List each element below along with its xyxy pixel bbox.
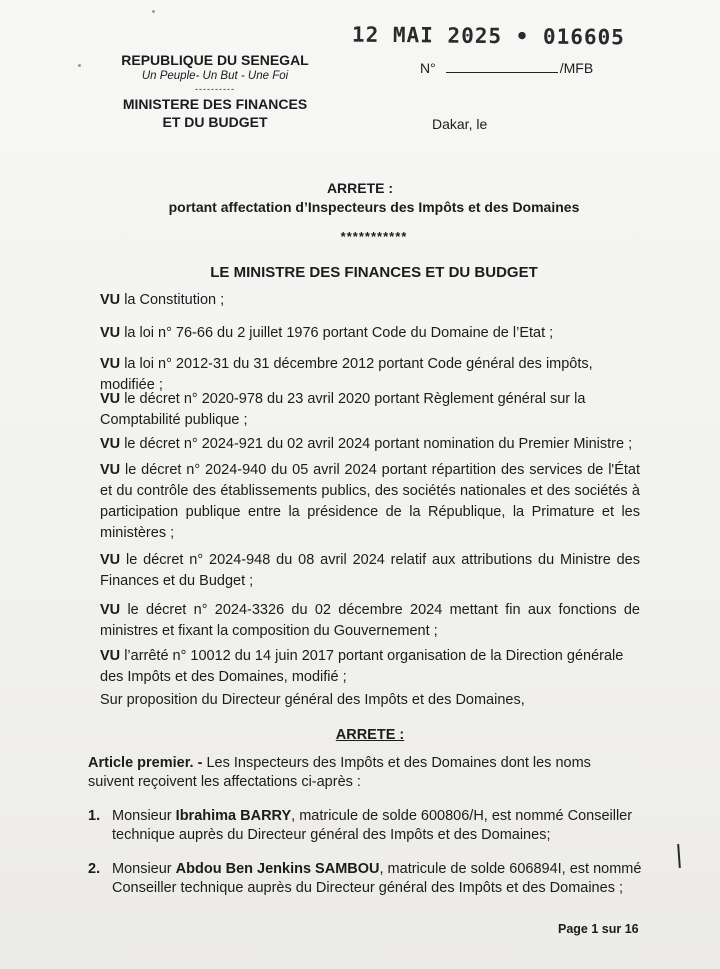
- officer-name: Abdou Ben Jenkins SAMBOU: [175, 861, 380, 877]
- visa-prefix: VU: [100, 552, 121, 568]
- ministry-name-line2: ET DU BUDGET: [162, 114, 268, 130]
- national-motto: Un Peuple- Un But - Une Foi: [141, 70, 289, 82]
- visa-prefix: VU: [100, 462, 121, 478]
- issuing-authority: LE MINISTRE DES FINANCES ET DU BUDGET: [210, 264, 538, 281]
- operative-heading: ARRETE :: [335, 727, 405, 743]
- item-prefix: Monsieur: [112, 808, 176, 824]
- reference-blank: [446, 72, 558, 73]
- article-label: Article premier. -: [88, 755, 203, 771]
- visa-8: [100, 646, 640, 688]
- visa-prefix: VU: [100, 292, 121, 308]
- visa-text: le décret n° 2020-978 du 23 avril 2020 portant Règlement général sur la Comptabilité publique ;: [100, 391, 586, 428]
- place-date: Dakar, le: [432, 116, 488, 132]
- article-text: Les Inspecteurs des Impôts et des Domaines dont les noms suivent reçoivent les affectations ci-après :: [88, 755, 591, 790]
- article-premier: [88, 754, 640, 792]
- visa-1: [100, 323, 640, 344]
- visa-7: [100, 600, 640, 642]
- letterhead: [100, 52, 330, 131]
- scan-speck: [152, 10, 155, 13]
- visa-3: [100, 389, 640, 431]
- item-details: , matricule de solde 600806/H, est nommé Conseiller technique auprès du Directeur général des Impôts et des Domaines;: [112, 808, 633, 843]
- pen-mark: [677, 844, 681, 868]
- republic-name: REPUBLIQUE DU SENEGAL: [121, 52, 309, 68]
- officer-name: Ibrahima BARRY: [175, 808, 292, 824]
- reference-suffix: /MFB: [559, 60, 594, 76]
- ministry-name-line1: MINISTERE DES FINANCES: [122, 96, 308, 112]
- assignment-item: [88, 807, 648, 845]
- reference-prefix: N°: [420, 60, 436, 76]
- visa-prefix: VU: [100, 602, 121, 618]
- reference-number: [420, 60, 593, 76]
- stars-separator: ***********: [340, 229, 408, 244]
- visa-prefix: VU: [100, 325, 121, 341]
- visa-6: [100, 550, 640, 592]
- visa-text: la Constitution ;: [124, 292, 225, 308]
- visa-text: le décret n° 2024-948 du 08 avril 2024 relatif aux attributions du Ministre des Finances et du Budget ;: [100, 552, 640, 589]
- visa-4: [100, 434, 640, 455]
- item-prefix: Monsieur: [112, 861, 176, 877]
- decree-subject: portant affectation d’Inspecteurs des Impôts et des Domaines: [168, 199, 580, 215]
- letterhead-separator: ----------: [195, 84, 235, 94]
- visa-prefix: VU: [100, 436, 121, 452]
- item-text: [112, 860, 648, 898]
- visa-prefix: VU: [100, 356, 121, 372]
- visa-0: [100, 290, 640, 311]
- visa-text: le décret n° 2024-921 du 02 avril 2024 portant nomination du Premier Ministre ;: [124, 436, 633, 452]
- visa-text: l’arrêté n° 10012 du 14 juin 2017 portant organisation de la Direction générale des Impôts et des Domaines, modifié ;: [100, 648, 624, 685]
- page-number: Page 1 sur 16: [558, 922, 639, 936]
- visa-5: [100, 460, 640, 544]
- visa-text: la loi n° 76-66 du 2 juillet 1976 portant Code du Domaine de l’Etat ;: [124, 325, 554, 341]
- visa-text: le décret n° 2024-3326 du 02 décembre 2024 mettant fin aux fonctions de ministres et fixant la composition du Gouvernement ;: [100, 602, 640, 639]
- item-number: 2.: [88, 861, 101, 877]
- decree-heading: ARRETE :: [326, 180, 394, 196]
- assignment-item: [88, 860, 648, 898]
- visa-text: la loi n° 2012-31 du 31 décembre 2012 portant Code général des impôts, modifiée ;: [100, 356, 593, 393]
- proposal-line: Sur proposition du Directeur général des Impôts et des Domaines,: [100, 692, 525, 708]
- visa-prefix: VU: [100, 648, 121, 664]
- visa-prefix: VU: [100, 391, 121, 407]
- visa-text: le décret n° 2024-940 du 05 avril 2024 portant répartition des services de l'État et du contrôle des établissements publics, des sociétés nationales et des sociétés à participation publique entre la présidence de la République, la Primature et les ministères ;: [100, 462, 640, 541]
- item-number: 1.: [88, 808, 101, 824]
- scan-speck: [78, 64, 81, 67]
- registration-stamp: 12 MAI 2025 • 016605: [351, 22, 625, 50]
- item-details: , matricule de solde 606894I, est nommé Conseiller technique auprès du Directeur général des Impôts et des Domaines ;: [112, 861, 642, 896]
- item-text: [112, 807, 648, 845]
